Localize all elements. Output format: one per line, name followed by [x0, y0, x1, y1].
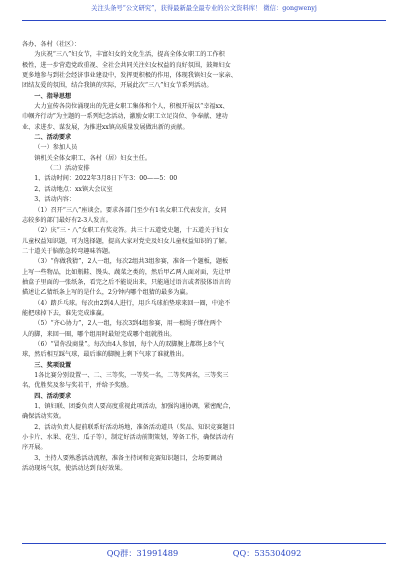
footer-divider — [22, 543, 386, 544]
subsection-heading: （二）活动安排 — [46, 165, 90, 173]
paragraph-line: 抽盒子里面的一张纸条，看完之后不能说出来，只能通过语言或者肢体语言的 — [22, 278, 231, 286]
paragraph-line: 3、主持人要熟悉活动流程，准备主持词和竞赛知识题目，会场要调动 — [34, 454, 223, 462]
intro-line: 更多地参与到社会经济事业建设中，发挥更积极的作用，体现我镇妇女一家亲、 — [22, 72, 237, 80]
paragraph-line: 1各比赛分别设置一、二、三等奖，一等奖一名，二等奖两名，三等奖三 — [34, 372, 229, 379]
content-item-3: （3）“你做我猜”，2人一组，每次2组共3组参赛，准备一个题板，题板 — [34, 258, 229, 266]
paragraph-line: 镇机关全体女职工、各村（居）妇女主任。 — [34, 154, 151, 162]
intro-line: 团结友爱的氛围，结合我镇的实际，开展此次“三八”妇女节系列活动。 — [22, 82, 213, 90]
paragraph-line: 巾帼齐行动”为主题的一系列纪念活动，激励女职工立足岗位、争奉献、建功 — [22, 113, 228, 121]
section-heading-1: 一、指导思想 — [34, 92, 72, 100]
paragraph-line: 儿童权益知识题，可为选择题，提高大家对党史及妇女儿童权益知识的了解。 — [22, 237, 231, 245]
subsection-heading: （一）参加人员 — [34, 144, 78, 152]
paragraph-line: 上写一些物品，比如瓶鞋、馒头、蔬菜之类的，然后甲乙两人面对面，先让甲 — [22, 268, 231, 276]
paragraph-line: 人的脚，来回一圈，哪个组用时最短完成哪个组就胜出。 — [22, 330, 176, 338]
footer-qq-group: QQ群：31991489 — [106, 548, 179, 558]
header-divider — [22, 20, 386, 21]
paragraph-line: 活动现场气氛，使活动达到良好效果。 — [22, 465, 127, 473]
content-item-5: （5）“齐心协力”，2人一组，每次3到4组参赛，用一根绳子绑住两个 — [34, 320, 223, 328]
paragraph-line: 能把球掉下去，谁先完成谁赢。 — [22, 309, 108, 317]
paragraph-line: 确保活动实效。 — [22, 413, 65, 421]
footer-qq: QQ：535304092 — [232, 548, 302, 558]
paragraph-line: 序开展。 — [22, 444, 47, 452]
header-banner: 关注头条号“公文研究”，获得最新最全最专业的公文资料库！ 微信：gongwenyj — [91, 5, 317, 12]
paragraph-line: 球，然后相互踩气球，最后谁的脚腕上剩下气球了谁就胜出。 — [22, 351, 188, 359]
section-heading-2: 二、活动要求 — [34, 134, 72, 142]
paragraph-line: 描述让乙猜纸条上写的是什么，2分钟内哪个组猜的最多为赢。 — [22, 289, 192, 297]
list-item: 1、活动时间：2022年3月8日下午3：00——5：00 — [34, 175, 178, 183]
footer-banner — [0, 546, 408, 560]
document-body — [22, 40, 386, 474]
content-item-6: （6）“冒你没商量”。每次由4人参加，每个人的双脚腕上都绑上8个气 — [34, 340, 225, 348]
list-item: 3、活动内容： — [34, 196, 76, 204]
intro-line: 极性，进一步营造党政重视、全社会共同关注妇女权益的良好氛围，鼓舞妇女 — [22, 61, 231, 69]
paragraph-line: 大力宣传各岗位涌现出的先进女职工集体和个人，积极开展以“幸福xx、 — [34, 103, 229, 111]
paragraph-line: 名，优胜奖及参与奖若干，并给予奖励。 — [22, 382, 133, 390]
section-heading-3: 三、奖项设置 — [34, 361, 72, 369]
list-item: 2、活动地点：xx镇大会议室 — [34, 185, 113, 193]
greeting: 各办、各村（社区）： — [22, 41, 81, 48]
content-item-2: （2）庆“三・八”女职工有奖竞答。共三十五道党史题，十五道关于妇女 — [34, 227, 229, 235]
paragraph-line: 二十道关于脑筋急转弯趣味答题。 — [22, 247, 115, 255]
content-item-4: （4）踏乒乓球。每次由2到4人进行，用乒乓球拍垫球来回一圈，中途不 — [34, 299, 231, 307]
intro-line: 为庆祝“三八”妇女节，丰富妇女的文化生活，提高全体女职工的工作积 — [34, 51, 225, 59]
paragraph-line: 小卡片、水果、花生、瓜子等），制定好活动前期策划，筹备工作，确保活动有 — [22, 434, 234, 442]
paragraph-line: 1、镇妇联、团委负责人要高度重视此项活动，加强沟通协调，紧密配合， — [34, 403, 235, 411]
paragraph-line: 志较多的部门最好有2-3人发言。 — [22, 216, 112, 224]
paragraph-line: 2、活动负责人提前联系好活动场地，准备活动道具（奖品、知识竞赛题目 — [34, 423, 235, 431]
section-heading-4: 四、活动要求 — [34, 392, 72, 400]
content-item-1: （1）召开“三八”座谈会。要求各部门至少有1名女职工代表发言，女同 — [34, 206, 227, 214]
paragraph-line: 业、求进步、谋发展，为推进xx镇高质量发展做出新的贡献。 — [22, 123, 189, 131]
